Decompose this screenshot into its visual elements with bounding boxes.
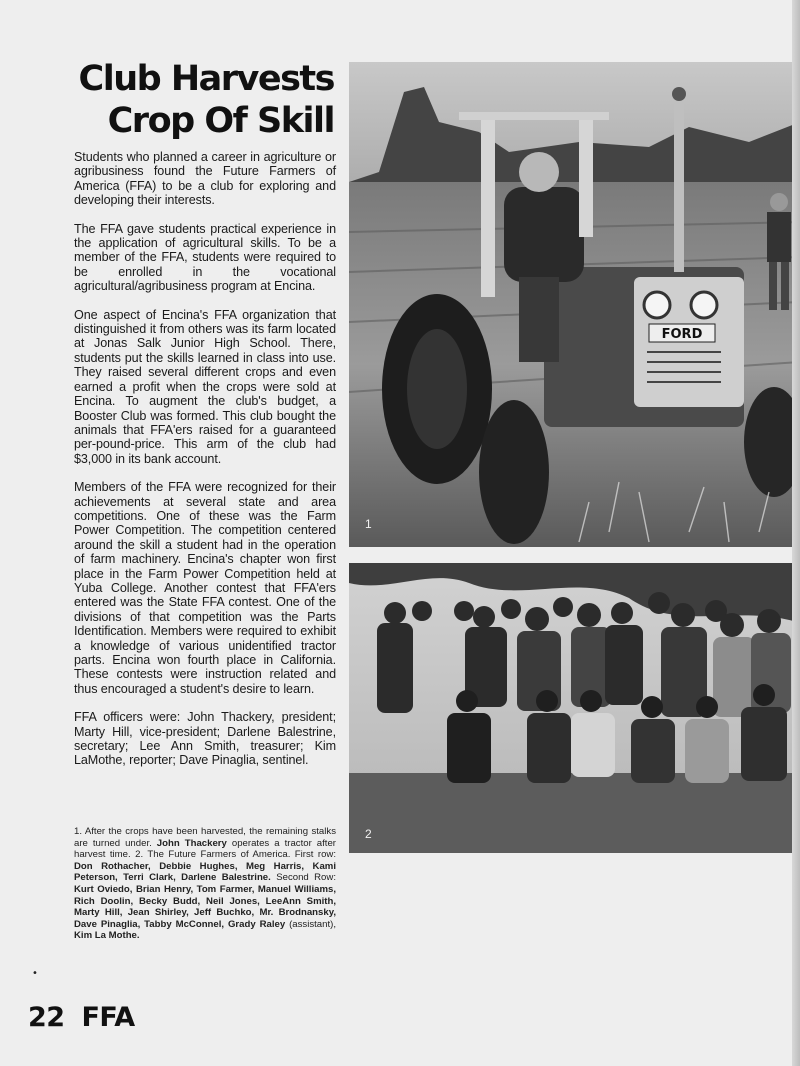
group-photo-image [349, 563, 800, 853]
group-photo [349, 563, 800, 853]
article-paragraph: Members of the FFA were recognized for their achievements at several state and area competitions. One of these was the Farm Power Competition. The competition centered around the skill a student had in the operation of farm machinery. Encina's chapter won first place in the Farm Power Competition held at Yuba College. Another contest that FFA'ers entered was the State FFA contest. One of the divisions of that competition was the Parts Identification. Members were required to exhibit a knowledge of various unidentified tractor parts. Encina won fourth place in California. These contests were instruction related and thus encouraged a student's desire to learn. [74, 480, 336, 696]
section-name: FFA [81, 1002, 135, 1033]
photo-captions [74, 826, 336, 942]
caption-2-second-row-label: Second Row: [276, 872, 336, 884]
article-paragraph: Students who planned a career in agriculture or agribusiness found the Future Farmers of America (FFA) to be a club for exploring and developing their interests. [74, 150, 336, 208]
article-paragraph: One aspect of Encina's FFA organization that distinguished it from others was its farm located at Jonas Salk Junior High School. There, students put the skills learned in class into use. They raised several different crops and even earned a profit when the crops were sold at Encina. To augment the club's budget, a Booster Club was formed. This club bought the animals that FFA'ers raised for a guaranteed per-pound-price. This arm of the club had $3,000 in its bank account. [74, 307, 336, 466]
tractor-brand-label: FORD [661, 327, 703, 342]
caption-2-last: Kim La Mothe. [74, 930, 140, 942]
page-number: 22 [28, 1002, 65, 1033]
caption-1-rest: operates a tractor after harvest time. [74, 837, 336, 861]
photo-2-number: 2 [365, 827, 372, 841]
caption-1-intro: 1. After the crops have been harvested, the remaining stalks are turned under. [74, 826, 336, 849]
caption-2-intro: 2. The Future Farmers of America. First row: [135, 849, 336, 861]
headline-line-1: Club Harvests [78, 59, 334, 99]
article-paragraph: FFA officers were: John Thackery, president; Marty Hill, vice-president; Darlene Balestrine, secretary; Lee Ann Smith, treasurer; Kim LaMothe, reporter; Dave Pinaglia, sentinel. [74, 710, 336, 768]
bullet-mark: • [32, 968, 38, 979]
caption-2-second-row: Kurt Oviedo, Brian Henry, Tom Farmer, Manuel Williams, Rich Doolin, Becky Budd, Neil Jones, LeeAnn Smith, Marty Hill, Jean Shirley, Jeff Buchko, Mr. Brodnansky, Dave Pinaglia, Tabby McConnel, Grady Raley [74, 883, 336, 930]
headline-line-2: Crop Of Skill [107, 101, 334, 141]
page-folio [28, 1002, 135, 1033]
caption-2-first-row: Don Rothacher, Debbie Hughes, Meg Harris, Kami Peterson, Terri Clark, Darlene Balestrine. [74, 860, 336, 884]
article-body [74, 150, 336, 782]
caption-text [74, 826, 336, 942]
photo-1-number: 1 [365, 517, 372, 531]
caption-2-assistant: (assistant), [289, 918, 336, 930]
article-paragraph: The FFA gave students practical experience in the application of agricultural skills. To be a member of the FFA, students were required to be enrolled in the vocational agricultural/agribusiness program at Encina. [74, 221, 336, 294]
headline [62, 58, 334, 142]
binding-edge [792, 0, 800, 1066]
tractor-photo [349, 62, 800, 547]
caption-1-name: John Thackery [156, 837, 227, 849]
tractor-photo-image [349, 62, 800, 547]
